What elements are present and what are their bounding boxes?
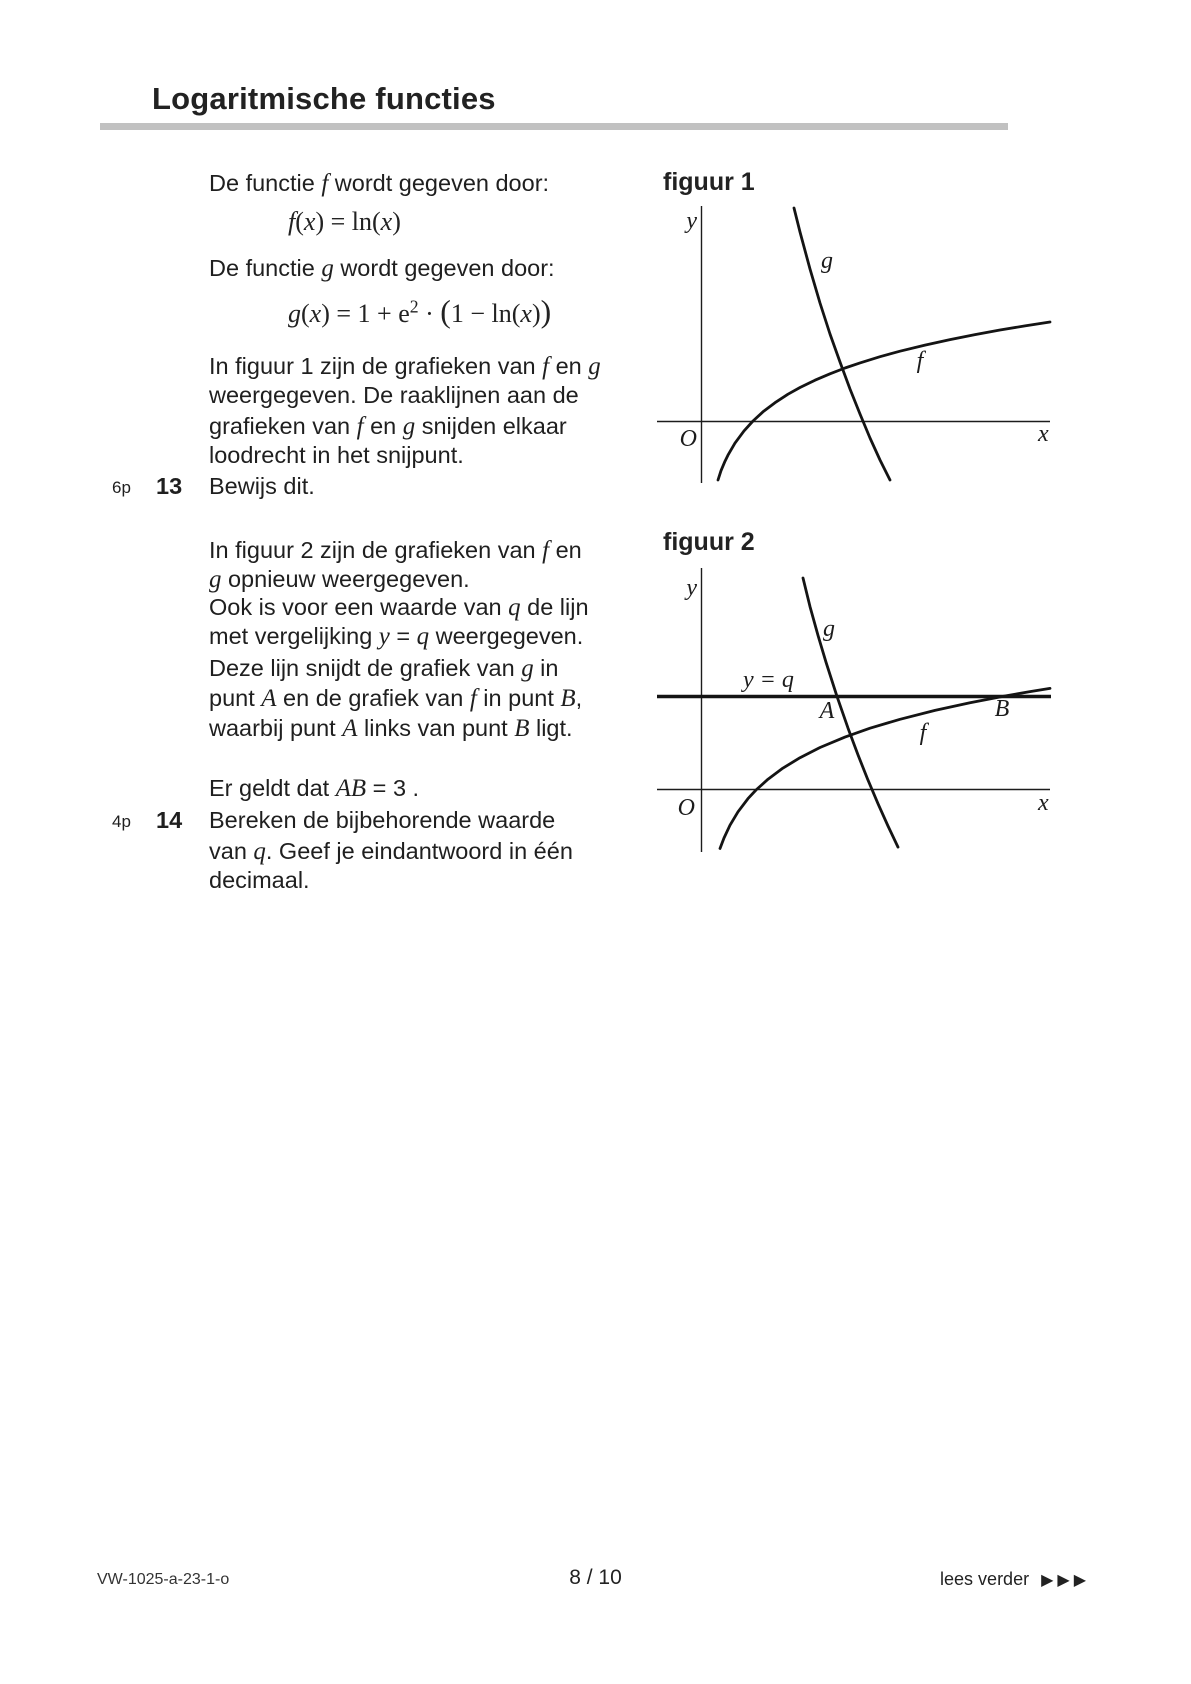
q13-paragraph-line: weergegeven. De raaklijnen aan de (209, 382, 579, 408)
footer-page-number: 8 / 10 (569, 1566, 622, 1589)
figure1-graph (610, 190, 1070, 490)
q14-number: 14 (156, 807, 183, 833)
q14-paragraph-line: Ook is voor een waarde van q de lijn (209, 594, 589, 621)
q13-paragraph-line: loodrecht in het snijpunt. (209, 442, 464, 468)
figure1-origin-label: O (679, 426, 697, 452)
q14-paragraph-line: met vergelijking y = q weergegeven. (209, 623, 584, 650)
figure2-g-label: g (823, 616, 835, 642)
page-title: Logaritmische functies (152, 81, 496, 116)
q14-points: 4p (112, 812, 131, 831)
footer-continue-label: lees verder (940, 1569, 1030, 1589)
title-divider (100, 123, 1008, 130)
figure2-curve-g (803, 578, 898, 847)
q14-paragraph-line: waarbij punt A links van punt B ligt. (209, 715, 573, 742)
q14-task-line: decimaal. (209, 867, 310, 893)
q13-number: 13 (156, 473, 183, 499)
q13-paragraph-line: grafieken van f en g snijden elkaar (209, 413, 567, 440)
intro-line-g: De functie g wordt gegeven door: (209, 255, 555, 282)
figure2-title: figuur 2 (663, 528, 755, 556)
q14-task-line: van q. Geef je eindantwoord in één (209, 838, 573, 865)
q13-task: Bewijs dit. (209, 473, 315, 499)
figure2-point-A-label: A (819, 698, 835, 724)
footer-continue (940, 1569, 1090, 1590)
figure2-y-axis-label: y (686, 575, 697, 601)
formula-f: f(x) = ln(x) (288, 207, 401, 236)
figure1-x-axis-label: x (1038, 421, 1049, 447)
formula-g: $g(x) = 1 + e^2 \cdot (1 - \ln(x))$ (288, 294, 552, 329)
figure1-title: figuur 1 (663, 168, 755, 196)
q14-given: Er geldt dat AB = 3 . (209, 775, 420, 802)
figure1-curve-f (718, 322, 1050, 480)
figure2-x-axis-label: x (1038, 790, 1049, 816)
figure2-origin-label: O (677, 795, 695, 821)
figure1-y-axis-label: y (686, 208, 697, 234)
q13-points: 6p (112, 478, 131, 497)
figure2-graph (610, 540, 1070, 870)
figure2-f-label: f (919, 720, 927, 746)
forward-arrows-icon: ▶▶▶ (1041, 1572, 1090, 1589)
q14-paragraph-line: g opnieuw weergegeven. (209, 566, 470, 593)
footer-document-code: VW-1025-a-23-1-o (97, 1571, 230, 1588)
q13-paragraph-line: In figuur 1 zijn de grafieken van f en g (209, 353, 601, 380)
figure1-g-label: g (821, 248, 833, 274)
figure2-point-B-label: B (994, 696, 1010, 722)
q14-paragraph-line: Deze lijn snijdt de grafiek van g in (209, 655, 559, 682)
figure1-curve-g (794, 208, 890, 480)
figure1-f-label: f (916, 348, 924, 374)
intro-line-f: De functie f wordt gegeven door: (209, 170, 550, 197)
q14-paragraph-line: punt A en de grafiek van f in punt B, (209, 685, 583, 712)
q14-task-line: Bereken de bijbehorende waarde (209, 807, 556, 833)
q14-paragraph-line: In figuur 2 zijn de grafieken van f en (209, 537, 582, 564)
figure2-y-equals-q-label: y = q (743, 667, 794, 693)
